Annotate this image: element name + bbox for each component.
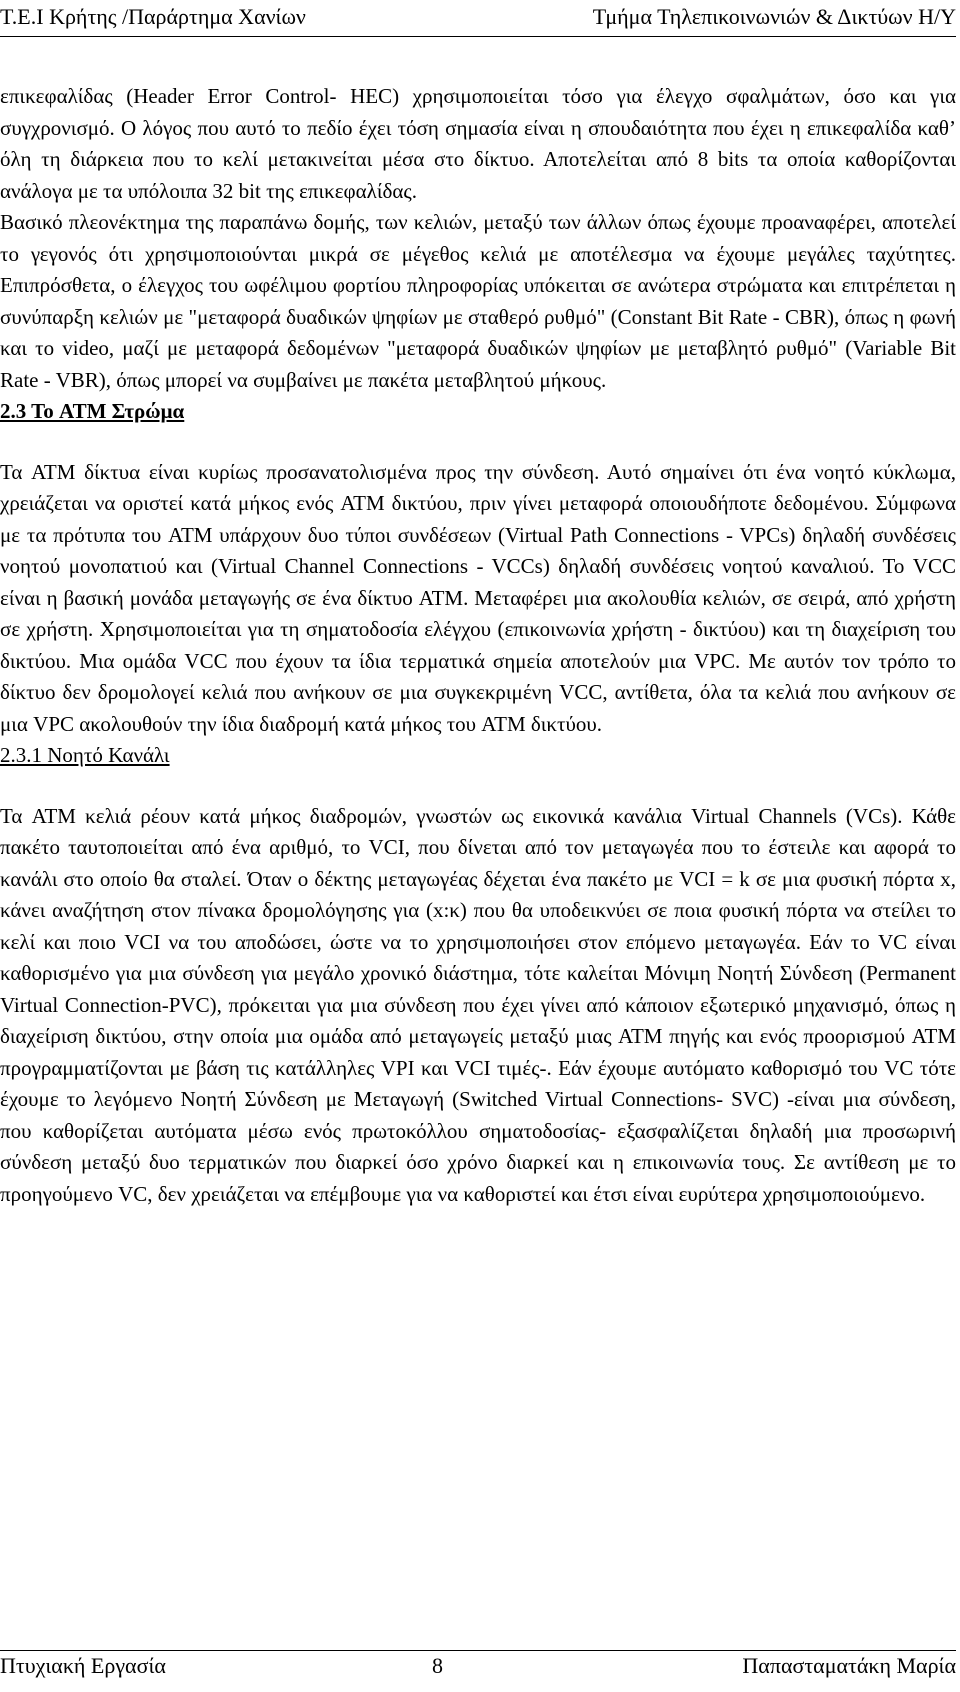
paragraph-virtual-channel: Τα ATM κελιά ρέουν κατά μήκος διαδρομών, γνωστών ως εικονικά κανάλια Virtual Channels (VCs). Κάθε πακέτο ταυτοποιείται από ένα αριθμό, το VCI, που δίνεται από τον μεταγωγέα που το έστειλε και αφορά το κανάλι στο οποίο θα σταλεί. Όταν ο δέκτης μεταγωγέας δέχεται ένα πακέτο με VCI = k σε μια φυσική πόρτα x, κάνει αναζήτηση στον πίνακα δρομολόγησης για (x:κ) που θα υποδεικνύει σε ποια φυσική πόρτα να στείλει το κελί και ποιο VCI να του αποδώσει, ώστε να το χρησιμοποιήσει στον επόμενο μεταγωγέα. Εάν το VC είναι καθορισμένο για μια σύνδεση για μεγάλο χρονικό διάστημα, τότε καλείται Μόνιμη Νοητή Σύνδεση (Permanent Virtual Connection-PVC), πρόκειται για μια σύνδεση που έχει γίνει από κάποιον εξωτερικό μηχανισμό, όπως η διαχείριση δικτύου, στην οποία μια ομάδα από μεταγωγείς μεταξύ μιας ATM πηγής και ενός προορισμού ATM προγραμματίζονται με βάση τις κατάλληλες VPI και VCI τιμές-. Εάν έχουμε αυτόματο καθορισμό του VC τότε έχουμε το λεγόμενο Νοητή Σύνδεση με Μεταγωγή (Switched Virtual Connections- SVC) -είναι μια σύνδεση, που καθορίζεται αυτόματα μέσω ενός πρωτοκόλλου σηματοδοσίας- εξασφαλίζεται δηλαδή μια προσωρινή σύνδεση μεταξύ δυο τερματικών που διαρκεί όσο χρόνο διαρκεί και η επικοινωνία τους. Σε αντίθεση με το προηγούμενο VC, δεν χρειάζεται να επέμβουμε για να καθοριστεί και έτσι είναι ευρύτερα χρησιμοποιούμενο. <box>0 803 956 1206</box>
paragraph-advantages: Βασικό πλεονέκτημα της παραπάνω δομής, των κελιών, μεταξύ των άλλων όπως έχουμε προαναφέρει, αποτελεί το γεγονός ότι χρησιμοποιούνται μικρά σε μέγεθος κελιά με αποτέλεσμα να έχουμε μεγάλες ταχύτητες. Επιπρόσθετα, ο έλεγχος του ωφέλιμου φορτίου πληροφορίας υπόκειται σε ανώτερα στρώματα και επιτρέπεται η συνύπαρξη κελιών με "μεταφορά δυαδικών ψηφίων με σταθερό ρυθμό" (Constant Bit Rate - CBR), όπως η φωνή και το video, μαζί με μεταφορά δεδομένων "μεταφορά δυαδικών ψηφίων με μεταβλητό ρυθμό" (Variable Bit Rate - VBR), όπως μπορεί να συμβαίνει με πακέτα μεταβλητού μήκους. <box>0 210 956 392</box>
footer-author: Παπασταματάκη Μαρία <box>742 1653 956 1678</box>
subsection-heading: 2.3.1 Νοητό Κανάλι <box>0 743 170 767</box>
document-body <box>0 81 956 1210</box>
page-number: 8 <box>432 1653 443 1678</box>
footer-title: Πτυχιακή Εργασία <box>0 1653 166 1678</box>
page-footer <box>0 1650 956 1685</box>
section-heading: 2.3 Το ATM Στρώμα <box>0 399 185 423</box>
header-institution: Τ.Ε.Ι Κρήτης /Παράρτημα Χανίων <box>0 4 306 29</box>
header-department: Τμήμα Τηλεπικοινωνιών & Δικτύων Η/Υ <box>592 4 956 29</box>
page-header <box>0 2 956 37</box>
paragraph-atm-layer: Τα ATM δίκτυα είναι κυρίως προσανατολισμένα προς την σύνδεση. Αυτό σημαίνει ότι ένα νοητό κύκλωμα, χρειάζεται να οριστεί κατά μήκος ενός ATM δικτύου, πριν γίνει μεταφορά οποιουδήποτε δεδομένου. Σύμφωνα με τα πρότυπα του ATM υπάρχουν δυο τύποι συνδέσεων (Virtual Path Connections - VPCs) δηλαδή συνδέσεις νοητού μονοπατιού και (Virtual Channel Connections - VCCs) δηλαδή συνδέσεις νοητού καναλιού. Το VCC είναι η βασική μονάδα μεταγωγής σε ένα δίκτυο ATM. Μεταφέρει μια ακολουθία κελιών, σε σειρά, από χρήστη σε χρήστη. Χρησιμοποιείται για τη σηματοδοσία ελέγχου (επικοινωνία χρήστη - δικτύου) και τη διαχείριση του δικτύου. Μια ομάδα VCC που έχουν τα ίδια τερματικά σημεία αποτελούν μια VPC. Με αυτόν τον τρόπο το δίκτυο δεν δρομολογεί κελιά που ανήκουν σε μια συγκεκριμένη VCC, αντίθετα, όλα τα κελιά που ανήκουν σε μια VPC ακολουθούν την ίδια διαδρομή κατά μήκος του ATM δικτύου. <box>0 459 956 736</box>
paragraph-hec: επικεφαλίδας (Header Error Control- HEC) χρησιμοποιείται τόσο για έλεγχο σφαλμάτων, όσο και για συγχρονισμό. Ο λόγος που αυτό το πεδίο έχει τόση σημασία είναι η σπουδαιότητα που έχει η επικεφαλίδα καθ’ όλη τη διάρκεια που το κελί μετακινείται μέσα στο δίκτυο. Αποτελείται από 8 bits τα οποία καθορίζονται ανάλογα με τα υπόλοιπα 32 bit της επικεφαλίδας. <box>0 84 956 203</box>
